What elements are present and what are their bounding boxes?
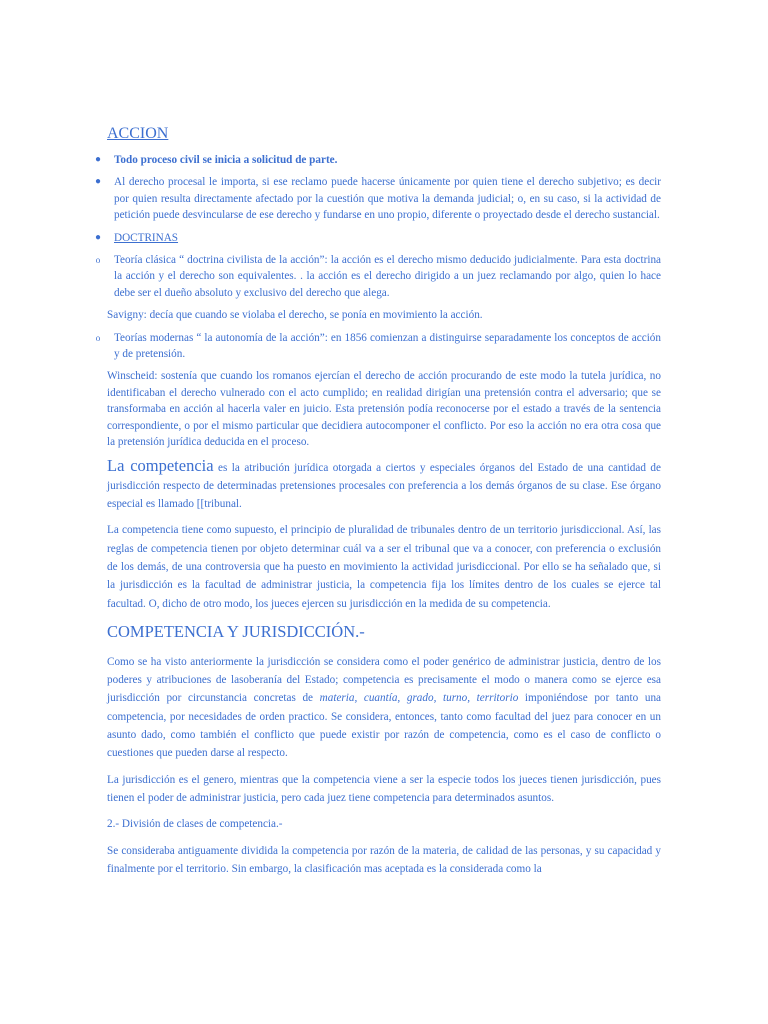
sub-list-item: [95, 252, 661, 301]
competencia-rest: es la atribución jurídica otorgada a ciertos y especiales órganos del Estado de una cantidad de jurisdicción respecto de determinadas pretensiones procesales con preferencia a los demás órganos de su clase. Ese órgano especial es llamado [[tribunal.: [107, 461, 661, 511]
bullet-item: [94, 230, 661, 246]
heading-competencia-jurisdiccion: COMPETENCIA Y JURISDICCIÓN.-: [107, 621, 365, 641]
bullet-circle-icon: o: [95, 255, 101, 266]
section-2-heading: 2.- División de clases de competencia.-: [107, 818, 283, 831]
bullet-dot-icon: ●: [94, 231, 102, 243]
bullet-item: [94, 174, 661, 223]
como-text-b: imponiéndose por tanto una competencia, por necesidades de orden practico. Se considera, entonces, tanto como facultad del juez para conocer en un asunto dado, como también el conflicto que puede existir por razón de competencia, como es el caso de conflicto o cuestiones que pueden darse al respecto.: [107, 692, 661, 760]
como-paragraph: [107, 653, 661, 763]
como-italic: materia, cuantía, grado, turno, territorio: [319, 692, 519, 705]
last-paragraph: Se consideraba antiguamente dividida la competencia por razón de la materia, de calidad de las personas, y su capacidad y finalmente por el territorio. Sin embargo, la clasificación mas aceptada es la considerada como la: [107, 844, 661, 875]
sub-item-text: Teoría clásica “ doctrina civilista de la acción”: la acción es el derecho mismo deducido judicialmente. Para esta doctrina la acción y el derecho son equivalentes. . la acción es el derecho dirigido a un juez reclamando por algo, quien lo hace debe ser el dueño absoluto y exclusivo del derecho que alega.: [114, 254, 661, 299]
bullet-text: Al derecho procesal le importa, si ese reclamo puede hacerse únicamente por quien tiene el derecho subjetivo; es decir por quien resulta directamente afectado por la cuestión que motiva la demanda judicial; o, en su caso, si la actividad de petición puede desvincularse de ese derecho y fundarse en uno propio, diferente o proyectado desde el derecho sustancial.: [114, 176, 661, 222]
winscheid-paragraph: Winscheid: sostenía que cuando los romanos ejercían el derecho de acción procurando de este modo la tutela jurídica, no identificaban el derecho vulnerado con el acto cumplido; en realidad dirigían una pretensión contra el adversario; que se transformaba en acción al hacerla valer en juicio. Esta pretensión podía reconocerse por el estado a través de la sentencia correspondiente, o por el mismo particular que decidiera autocomponer el conflicto. Por eso la acción no era otra cosa que la pretensión jurídica deducida en el proceso.: [107, 370, 661, 449]
genero-paragraph: La jurisdicción es el genero, mientras que la competencia viene a ser la especie todos los jueces tienen jurisdicción, pues tienen el poder de administrar justicia, pero cada juez tiene competencia para determinados asuntos.: [107, 773, 661, 804]
bullet-text: Todo proceso civil se inicia a solicitud de parte.: [114, 154, 338, 166]
bullet-dot-icon: ●: [94, 154, 102, 165]
title-accion: ACCION: [107, 125, 169, 142]
como-text-a: Como se ha visto anteriormente la jurisdicción se considera como el poder genérico de administrar justicia, dentro de los poderes y atribuciones de lasoberanía del Estado; competencia es precisamente el modo o manera como se ejerce esa jurisdicción por circunstancia concretas de: [107, 655, 661, 705]
sub-item-text: Teorías modernas “ la autonomía de la acción”: en 1856 comienzan a distinguirse separadamente los conceptos de acción y de pretensión.: [114, 331, 661, 361]
competencia-lead: La competencia: [107, 455, 214, 475]
savigny-paragraph: Savigny: decía que cuando se violaba el derecho, se ponía en movimiento la acción.: [107, 309, 483, 322]
competencia-paragraph: [107, 457, 661, 514]
supuesto-paragraph: La competencia tiene como supuesto, el principio de pluralidad de tribunales dentro de un territorio jurisdiccional. Así, las reglas de competencia tienen por objeto determinar cuál va a ser el tribunal que va a conocer, con preferencia o exclusión de los demás, de una controversia que ha puesto en movimiento la actividad jurisdiccional. Por ello se ha señalado que, si la jurisdicción es la facultad de administrar justicia, la competencia fija los límites dentro de los cuales se ejerce tal facultad. O, dicho de otro modo, los jueces ejercen su jurisdicción en la medida de su competencia.: [107, 524, 661, 610]
bullet-dot-icon: ●: [94, 176, 102, 188]
doctrinas-heading: DOCTRINAS: [114, 231, 179, 244]
sub-list-item: [95, 330, 661, 363]
document-body: [94, 124, 661, 886]
bullet-item: [94, 152, 661, 168]
bullet-circle-icon: o: [95, 332, 101, 343]
